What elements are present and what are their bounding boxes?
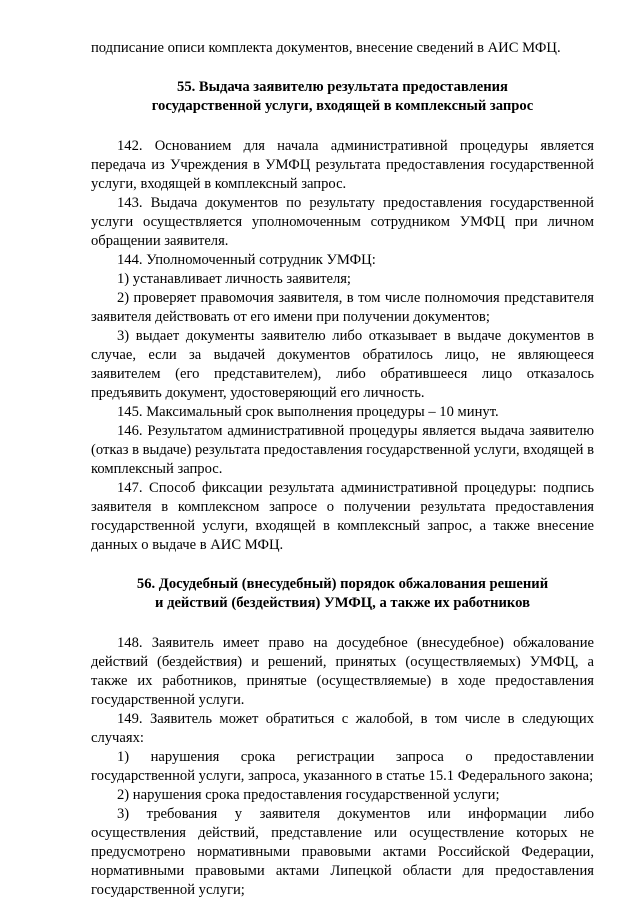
section-56-title-line1: 56. Досудебный (внесудебный) порядок обжалования решений xyxy=(136,576,549,592)
paragraph-143: 143. Выдача документов по результату предоставления государственной услуги осуществляется уполномоченным сотрудником УМФЦ при личном обращении заявителя. xyxy=(91,195,594,249)
paragraph-146: 146. Результатом административной процедуры является выдача заявителю (отказ в выдаче) результата предоставления государственной услуги, входящей в комплексный запрос. xyxy=(91,423,595,477)
paragraph-147: 147. Способ фиксации результата административной процедуры: подпись заявителя в комплексном запросе о получении результата предоставления государственной услуги, входящей в комплексный запрос, а также внесение данных о выдаче в АИС МФЦ. xyxy=(91,480,594,553)
paragraph-145: 145. Максимальный срок выполнения процедуры – 10 минут. xyxy=(117,404,499,420)
paragraph-144-item-1: 1) устанавливает личность заявителя; xyxy=(117,271,351,287)
paragraph-148: 148. Заявитель имеет право на досудебное (внесудебное) обжалование действий (бездействия) и решений, принятых (осуществляемых) УМФЦ, а также их работников, принятые (осуществляемые) в ходе предоставления государственной услуги. xyxy=(91,635,594,708)
section-55-title-line2: государственной услуги, входящей в комплексный запрос xyxy=(151,98,534,114)
paragraph-144-item-2: 2) проверяет правомочия заявителя, в том числе полномочия представителя заявителя действовать от его имени при получении документов; xyxy=(91,290,594,325)
paragraph-144: 144. Уполномоченный сотрудник УМФЦ: xyxy=(117,252,376,268)
section-55-title-line1: 55. Выдача заявителю результата предоставления xyxy=(177,79,508,95)
section-56-title-line2: и действий (бездействия) УМФЦ, а также их работников xyxy=(155,595,530,611)
paragraph-149-item-2: 2) нарушения срока предоставления государственной услуги; xyxy=(117,787,500,803)
document-body xyxy=(91,39,594,900)
paragraph-149: 149. Заявитель может обратиться с жалобой, в том числе в следующих случаях: xyxy=(91,711,594,746)
section-56-heading xyxy=(91,575,594,613)
continuation-text: подписание описи комплекта документов, внесение сведений в АИС МФЦ. xyxy=(91,40,561,56)
paragraph-144-item-3: 3) выдает документы заявителю либо отказывает в выдаче документов в случае, если за выдачей документов обратилось лицо, не являющееся заявителем (его представителем), либо обратившееся лицо отказалось предъявить документ, удостоверяющий его личность. xyxy=(91,328,594,401)
paragraph-142: 142. Основанием для начала административной процедуры является передача из Учреждения в УМФЦ результата предоставления государственной услуги, входящей в комплексный запрос. xyxy=(91,138,594,192)
paragraph-149-item-1: 1) нарушения срока регистрации запроса о предоставлении государственной услуги, запроса, указанного в статье 15.1 Федерального закона; xyxy=(91,749,594,784)
section-55-heading xyxy=(91,78,594,116)
paragraph-149-item-3: 3) требования у заявителя документов или информации либо осуществления действий, представление или осуществление которых не предусмотрено нормативными правовыми актами Российской Федерации, нормативными правовыми актами Липецкой области для предоставления государственной услуги; xyxy=(91,806,594,898)
